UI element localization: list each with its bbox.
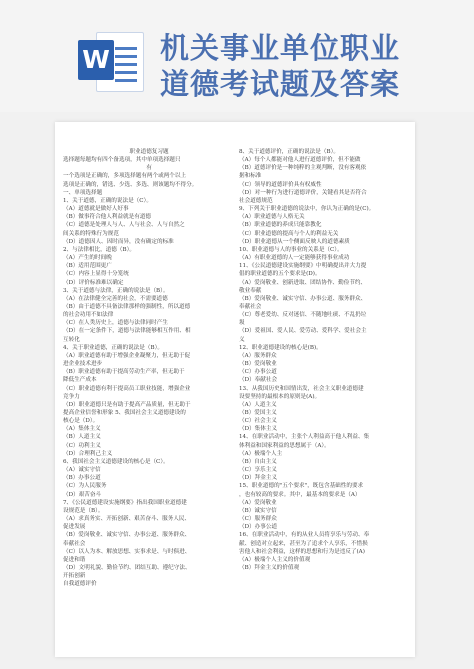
text-line: 提高企业信誉和形象 5、我国社会主义道德建设的	[63, 410, 186, 416]
text-line: 9、下列关于职业道德的说法中，你认为正确的是(C)。	[239, 206, 375, 213]
text-line: （C）以人为本、解放思想、实事求是、与时俱进、	[63, 548, 191, 555]
text-line: 互转化	[63, 336, 80, 343]
text-line: 2、与法律相比，道德（B）。	[63, 246, 135, 253]
text-line: 自我道德评价	[63, 581, 97, 588]
text-line: 1、关于道德，正确的说法是（C）。	[63, 197, 152, 204]
text-line: （A）集体主义	[63, 426, 101, 433]
text-line: 开拓创新	[63, 573, 86, 580]
right-text-column	[239, 148, 411, 572]
text-line: （D）在一定条件下，道德与法律能够相互作用、相	[63, 328, 191, 335]
text-line: 有	[146, 165, 152, 172]
text-line: （B）自由主义	[239, 458, 277, 465]
text-line: 6、我国社会主义道德建设的核心是（C）。	[63, 458, 169, 465]
text-line: 职业道德复习题	[129, 149, 169, 155]
text-line: （D）职业道德从一个侧面反映人的道德素质	[239, 238, 350, 245]
text-line: 间关系的特殊行为规范	[63, 230, 119, 237]
text-line: （A）人道主义	[239, 401, 277, 408]
text-line: 的社会功用不如法律	[63, 312, 114, 319]
text-line: （D）爱祖国、爱人民、爱劳动、爱科学、爱社会主	[239, 328, 367, 335]
left-text-column	[63, 148, 235, 588]
text-line: 13、从我国历史和国情出发，社会主义职业道德建	[239, 385, 364, 392]
text-line: （C）职业道德的提高与个人的利益无关	[239, 230, 339, 237]
text-line: 7、《公民道德建设实施纲要》指出我国职业道德建	[63, 499, 187, 506]
text-line: （B）爱岗敬业、诚实守信、办事公道、服务群众、	[63, 532, 191, 539]
text-line: （A）爱岗敬业、创新进取、团结协作、勤俭节约、	[239, 279, 367, 286]
text-line: 一个选项是正确的，多项选择题有两个或两个以上	[63, 173, 187, 180]
text-line: （B）由于道德不具备法律那样的强制性，所以道德	[63, 303, 191, 310]
text-line: （A）产生的时间晚	[63, 255, 112, 262]
text-line: （A）服务群众	[239, 352, 277, 359]
text-line: （B）职业道德的养成只能靠教化	[239, 222, 322, 229]
text-line: （A）求真务实、开拓创新、艰苦奋斗、服务人民、	[63, 516, 191, 523]
text-line: （B）适用范围更广	[63, 263, 112, 270]
text-line: （C）功利主义	[63, 442, 101, 449]
text-line: （A）在法律健全完善的社会，不需要道德	[63, 295, 168, 302]
page-title-line-1: 机关事业单位职业	[160, 31, 401, 65]
text-line: （D）集体主义	[239, 426, 278, 433]
text-line: 3、关于道德与法律，正确的说法是（B）。	[63, 287, 169, 294]
text-line: （A）极端个人主	[239, 450, 283, 457]
text-line: （D）道德因人、因时而异，没有确定的标准	[63, 238, 174, 245]
text-line: （A）道德就是做好人好事	[63, 206, 129, 213]
text-line: 选项是正确的，错选、少选、多选、则该题均不得分。	[63, 181, 198, 188]
text-line: 设规范是（B）。	[63, 507, 104, 514]
text-line: 12、职业道德建设的核心是(B)。	[239, 344, 322, 351]
text-line: （B）道德评价是一种纯粹的主观判断，没有客观依	[239, 165, 367, 172]
text-line: 圾	[239, 320, 245, 327]
page-title-line-2: 道德考试题及答案	[160, 67, 401, 101]
text-line: （C）服务群众	[239, 516, 277, 523]
text-line: （B）职业道德有助于提高劳动生产率，但无助于	[63, 369, 185, 376]
text-line: （C）在人类历史上，道德与法律同时产生	[63, 320, 168, 327]
text-line: 一、单项选择题	[63, 189, 103, 196]
text-line: 核心是（D）。	[63, 418, 99, 425]
text-line: 奉献社会	[239, 303, 262, 310]
text-line: （B）爱岗敬业	[239, 361, 277, 368]
text-line: 4、关于职业道德，正确的说法是（B）。	[63, 344, 163, 351]
text-line: 10、职业道德与人的事业的关系是（C）。	[239, 246, 343, 253]
text-line: 设要坚持的最根本的原则是(A)。	[239, 393, 321, 400]
text-line: （B）爱国主义	[239, 410, 277, 416]
text-line: 15、职业道德的"五个要求"，既包含基础性的要求	[239, 483, 364, 490]
text-line: （A）职业道德与人格无关	[239, 214, 305, 221]
text-line: （B）拜金主义的价值观	[239, 564, 300, 571]
text-line: （C）享乐主义	[239, 467, 277, 474]
text-line: （C）职业道德有利于提高员工职业技能，增强企业	[63, 385, 191, 392]
text-line: （A）爱岗敬业	[239, 499, 277, 506]
text-line: 害他人和社会利益，这样的思想和行为是违反了(A)	[239, 548, 365, 555]
text-line: （D）文明礼貌、勤俭节约、团结互助、遵纪守法、	[63, 564, 191, 571]
text-line: 敬业奉献	[239, 287, 262, 294]
text-line: （C）尊老爱幼、反对迷信、不随地吐痰、不乱扔垃	[239, 312, 367, 319]
header-banner	[0, 0, 474, 112]
text-line: （A）极端个人主义的价值观	[239, 556, 311, 563]
text-line: 14、在职业活动中，主张个人利益高于他人利益、集	[239, 434, 370, 441]
text-line: （B）人道主义	[63, 434, 101, 441]
document-page	[55, 122, 415, 657]
text-line: （C）社会主义	[239, 418, 277, 425]
text-line: （D）艰苦奋斗	[63, 491, 102, 498]
text-line: 体利益和国家利益的思想属于（A）。	[239, 442, 330, 449]
text-line: （C）道德是处理人与人、人与社会、人与自然之	[63, 222, 185, 229]
text-line: （B）诚实守信	[239, 507, 277, 514]
text-line: 8、关于道德评价，正确的说法是（B）。	[239, 149, 339, 155]
text-line: （D）合理利己主义	[63, 450, 113, 457]
text-line: 进企业技术进步	[63, 361, 103, 368]
text-line: （C）办事公道	[239, 369, 277, 376]
text-line: （A）每个人都能对他人进行道德评价，但不能做	[239, 157, 361, 164]
text-line: （B）办事公道	[63, 475, 101, 482]
text-line: 义	[239, 336, 245, 343]
text-line: 竞争力	[63, 393, 80, 400]
text-line: （A）有职业道德的人一定能够获得事业成功	[239, 255, 350, 262]
text-line: 11、《公民道德建设实施纲要》中明确提出并大力提	[239, 263, 367, 270]
text-line: 奉献社会	[63, 540, 86, 547]
text-line: （D）职业道德只是有助于提高产品质量，但无助于	[63, 401, 191, 408]
text-line: （D）对一种行为进行道德评价，关键看其是否符合	[239, 189, 367, 196]
text-line: 降低生产成本	[63, 377, 97, 384]
text-line: 16、在职业活动中，有的从业人员将享乐与劳动、奉	[239, 532, 370, 539]
text-line: 献、创造对立起来，甚至为了追求个人享乐，不惜损	[239, 540, 368, 547]
text-line: 据和标准	[239, 173, 262, 180]
text-line: ，也有较高的要求。其中，最基本的要求是（A）	[239, 491, 361, 498]
text-line: （D）办事公道	[239, 524, 278, 531]
text-line: 促进和谐	[63, 556, 86, 563]
text-line: 选择题每题均有四个备选项，其中单项选择题只	[63, 157, 181, 164]
text-line: （D）拜金主义	[239, 475, 278, 482]
text-line: （A）诚实守信	[63, 467, 101, 474]
text-line: （B）做事符合他人利益就是有道德	[63, 214, 152, 221]
text-line: （D）奉献社会	[239, 377, 278, 384]
text-line: 倡的职业道德的五个要求是(D)。	[239, 271, 321, 278]
text-line: （B）爱岗敬业、诚实守信、办事公道、服务群众、	[239, 295, 367, 302]
word-logo-letter: W	[78, 40, 114, 80]
text-line: （C）为人民服务	[63, 483, 107, 490]
word-document-icon	[78, 30, 144, 92]
text-line: （D）评价标准难以确定	[63, 279, 124, 286]
text-line: （A）职业道德有助于增强企业凝聚力，但无助于促	[63, 352, 191, 359]
text-line: （C）领导的道德评价具有权威性	[239, 181, 322, 188]
text-line: 社会道德规范	[239, 197, 273, 204]
text-line: 促进发展	[63, 524, 86, 531]
text-line: （C）内容上显得十分笼统	[63, 271, 129, 278]
